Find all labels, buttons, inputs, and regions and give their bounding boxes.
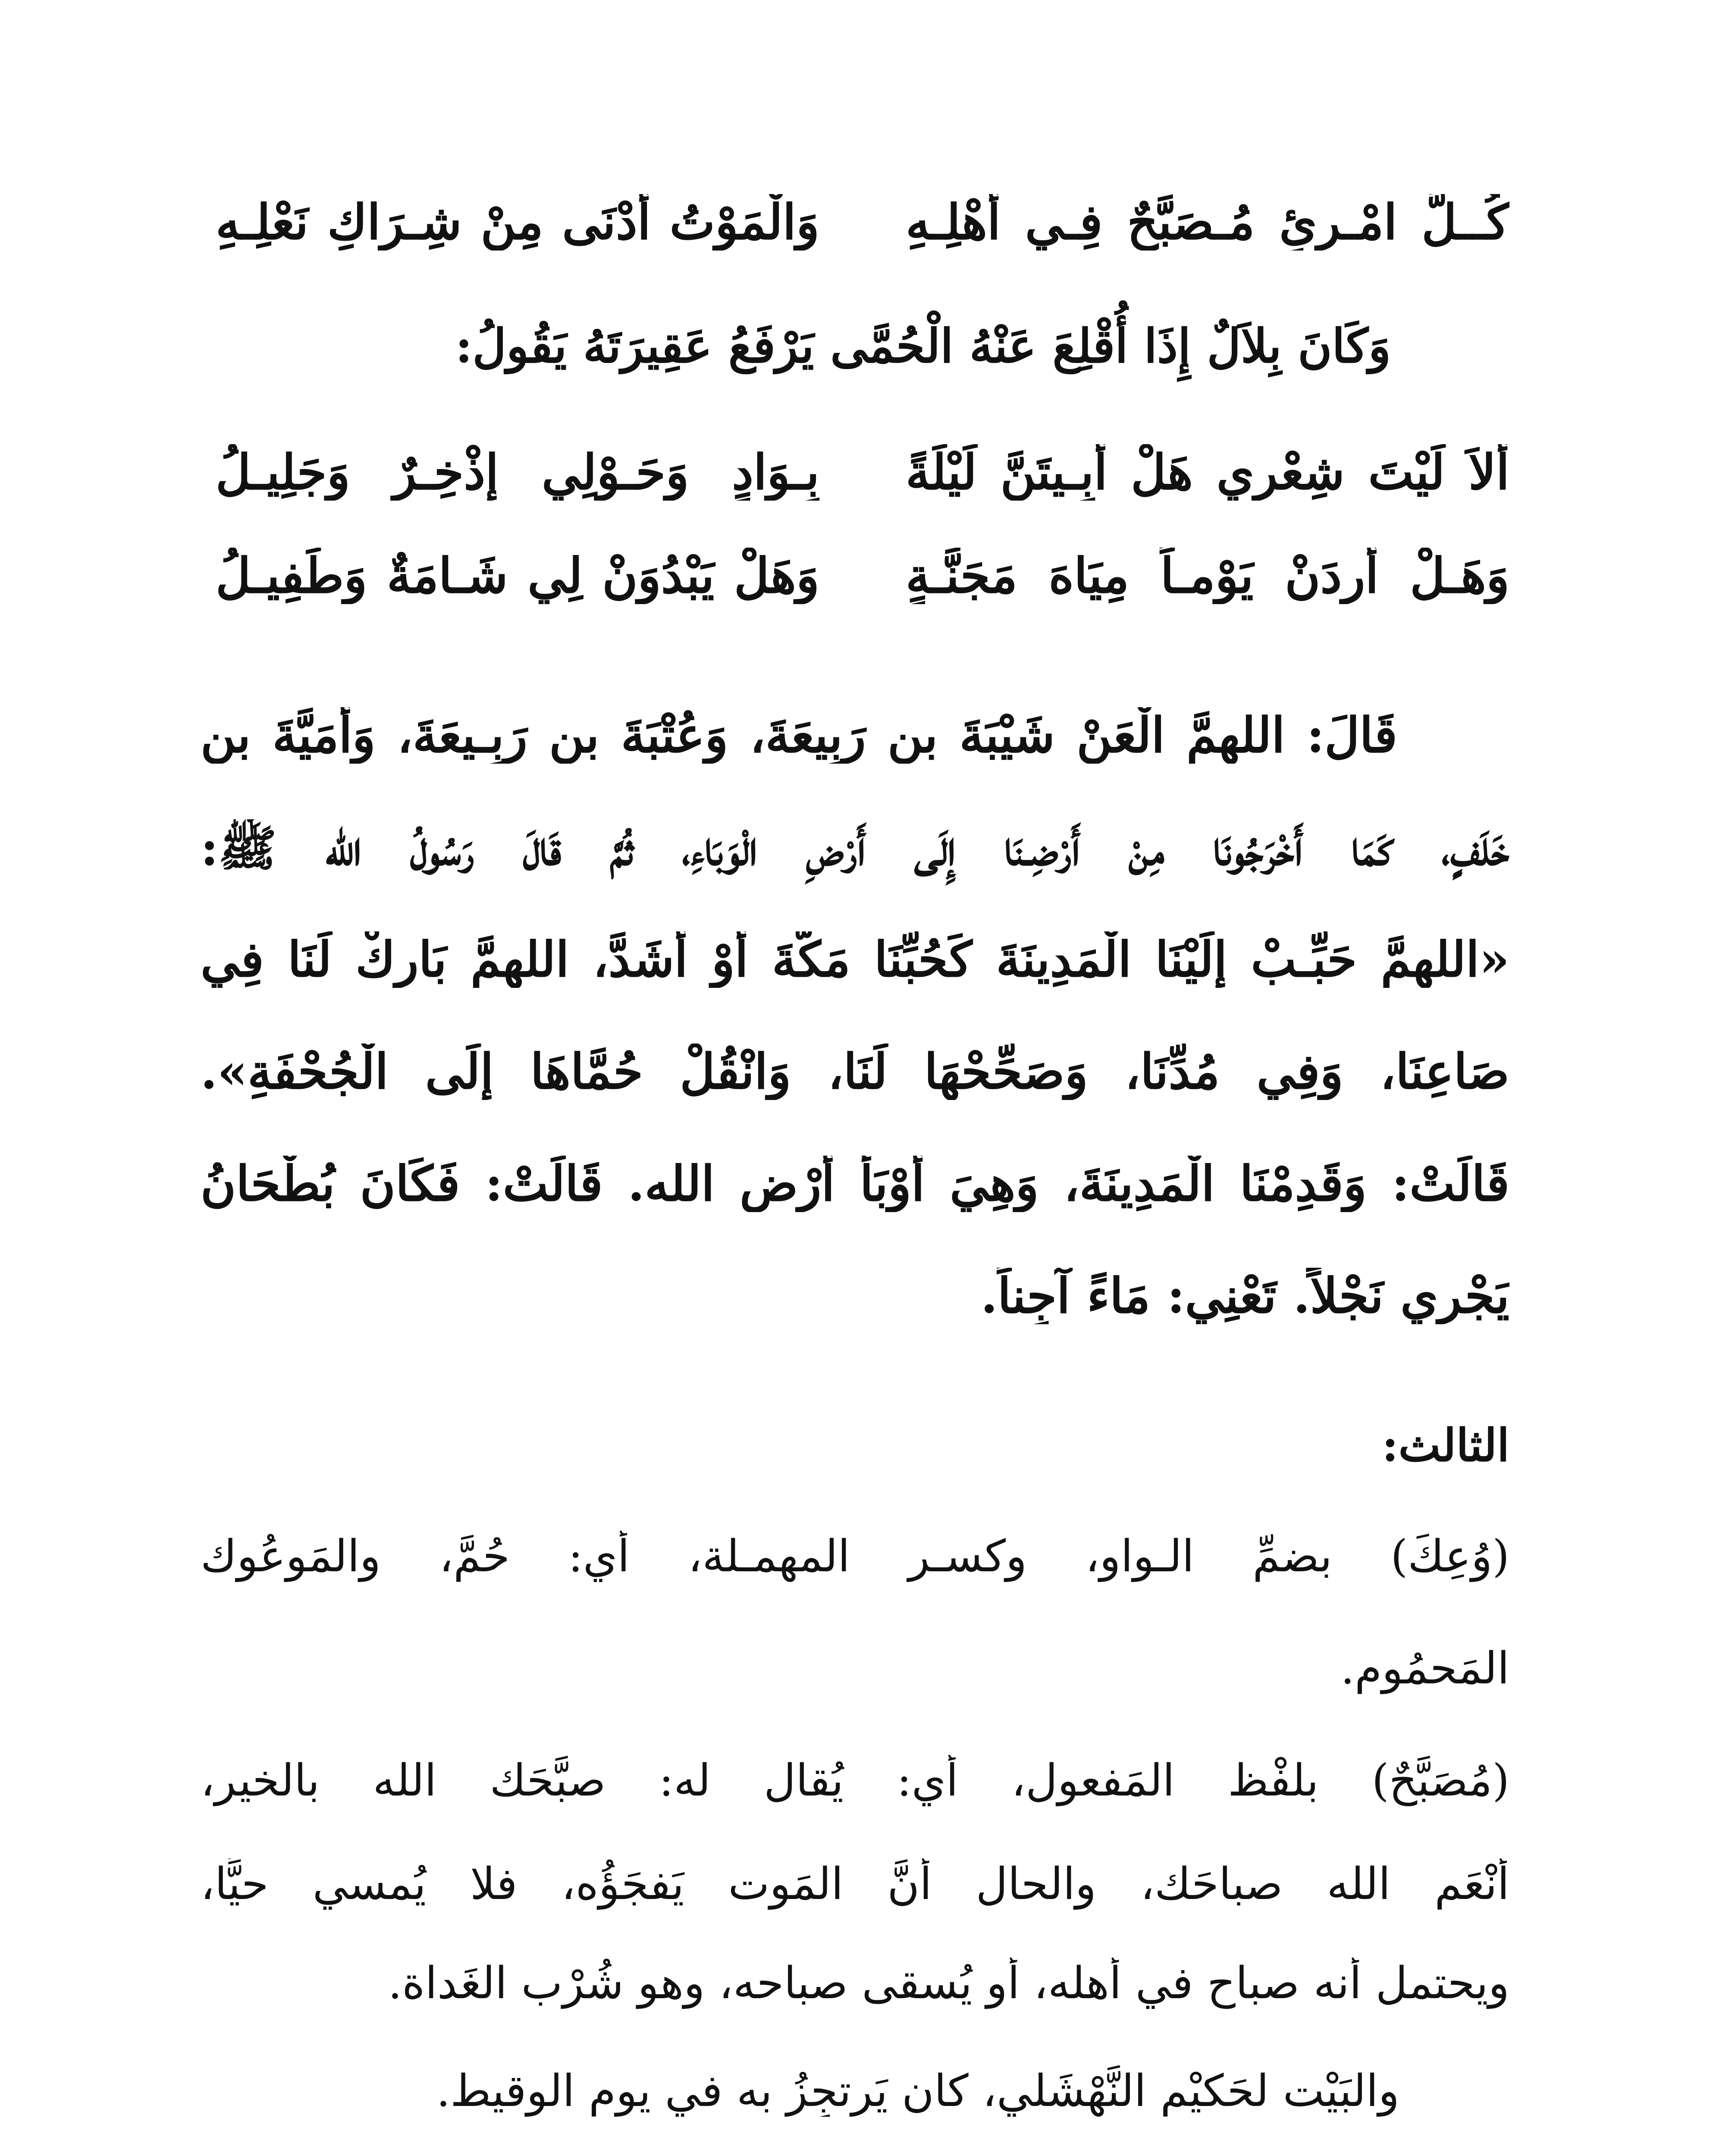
commentary-line: والبَيْت لحَكيْم النَّهْشَلي، كان يَرتجِزُ به في يوم الوقيط. [436,2065,1399,2117]
verse-line [216,194,1509,259]
hadith-line: خَلَفٍ، كَمَا أَخْرَجُونَا مِنْ أَرْضِـنَا إِلَى أَرْضِ الْوَبَاءِ، ثُمَّ قَالَ رَسُولُ الله ﷺ: [201,820,1509,877]
commentary-line: (وُعِكَ) بضمِّ الـواو، وكسـر المهمـلة، أي: حُمَّ، والمَوعُوك [201,1531,1509,1582]
commentary-line: المَحمُوم. [1340,1643,1509,1694]
verse-line [216,444,1509,509]
hadith-line: قَالَتْ: وَقَدِمْنَا الْمَدِينَةَ، وَهِيَ أَوْبَأُ أَرْضِ الله. قَالَتْ: فَكَانَ بُطْحَانُ [201,1156,1509,1212]
verse-hemistich-right: كُــلُّ امْـرِئٍ مُـصَبَّحٌ فِـي أَهْلِـهِ [906,194,1509,251]
hadith-line: «اللهمَّ حَبِّـبْ إِلَيْنَا الْمَدِينَةَ كَحُبِّنَا مَكَّةَ أَوْ أَشَدَّ، اللهمَّ بَارِكْ لَنَا فِي [201,931,1509,988]
intro-line: وَكَانَ بِلاَلٌ إِذَا أُقْلِعَ عَنْهُ الْحُمَّى يَرْفَعُ عَقِيرَتَهُ يَقُولُ: [455,319,1391,373]
commentary-line: (مُصَبَّحٌ) بلفْظ المَفعول، أي: يُقال له: صبَّحَك الله بالخير، [201,1755,1509,1806]
verse-hemistich-left: وَهَلْ يَبْدُوَنْ لِي شَـامَةٌ وَطَفِيـلُ [216,548,819,604]
verse-line [216,548,1509,612]
hadith-line: قَالَ: اللهمَّ الْعَنْ شَيْبَةَ بن رَبِيعَةَ، وَعُتْبَةَ بن رَبِـيعَةَ، وَأُمَيَّةَ بن [201,707,1397,764]
commentary-line: ويحتمل أنه صباح في أهله، أو يُسقى صباحه، وهو شُرْب الغَداة. [388,1958,1509,2009]
verse-hemistich-left: وَالْمَوْتُ أَدْنَى مِنْ شِـرَاكِ نَعْلِـهِ [216,194,819,251]
verse-hemistich-right: أَلاَ لَيْتَ شِعْرِي هَلْ أَبِـيتَنَّ لَيْلَةً [906,444,1509,501]
verse-hemistich-left: بِـوَادٍ وَحَـوْلِي إِذْخِـرٌ وَجَلِيـلُ [216,444,819,501]
commentary-line: أنْعَم الله صباحَك، والحال أنَّ المَوت يَفجَؤُه، فلا يُمسي حيًّا، [201,1858,1509,1910]
hadith-line: صَاعِنَا، وَفِي مُدِّنَا، وَصَحِّحْهَا لَنَا، وَانْقُلْ حُمَّاهَا إِلَى الْجُحْفَةِ». [201,1044,1509,1100]
hadith-line: يَجْرِي نَجْلاً. تَعْنِي: مَاءً آجِناً. [981,1268,1509,1324]
verse-hemistich-right: وَهَـلْ أَرِدَنْ يَوْمـاً مِيَاهَ مَجَنَّـةٍ [906,548,1509,604]
section-heading: الثالث: [1382,1419,1509,1472]
